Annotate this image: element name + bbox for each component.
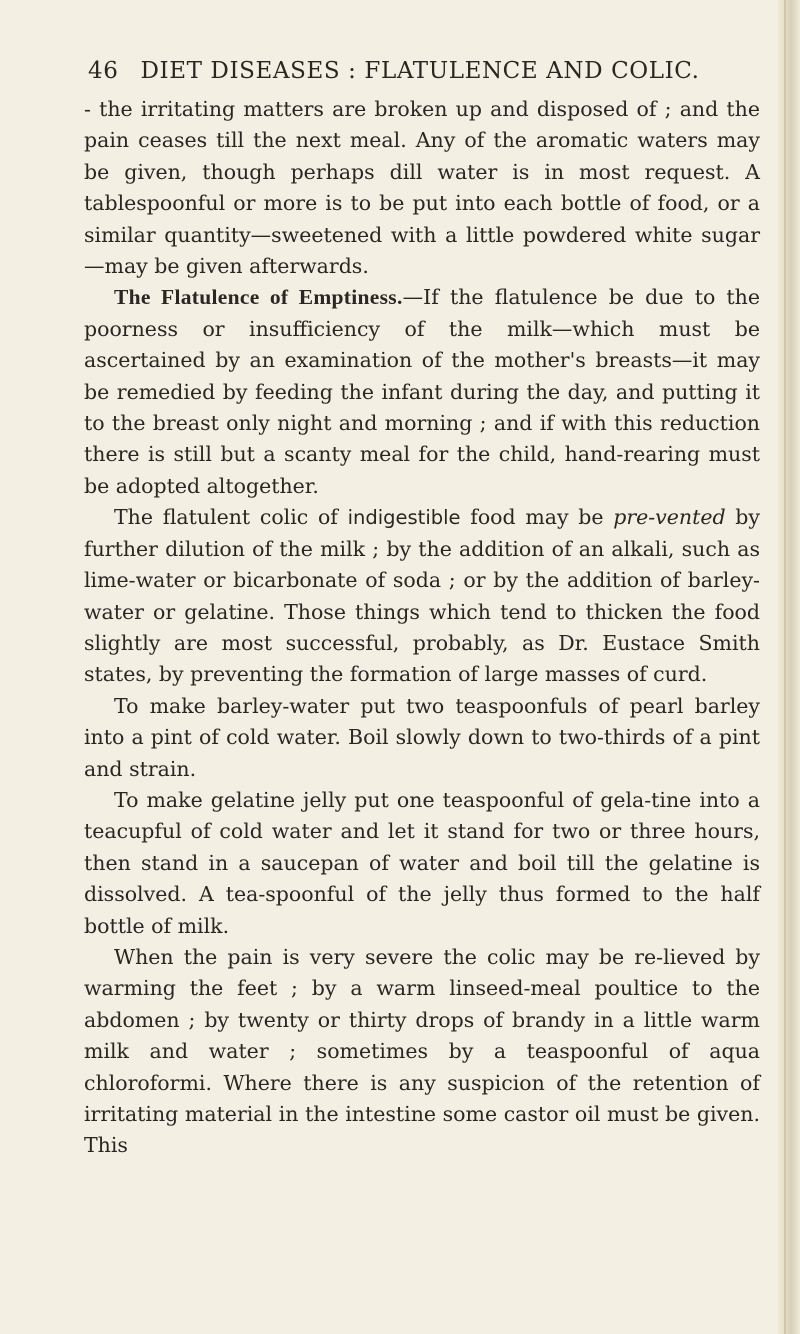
paragraph-3-mid: food may be bbox=[460, 505, 614, 530]
page-body bbox=[84, 94, 760, 1162]
running-title: DIET DISEASES : FLATULENCE AND COLIC. bbox=[140, 58, 700, 84]
paragraph-3-rest: by further dilution of the milk ; by the addition of an alkali, such as lime-water or bicarbonate of soda ; or by the addition of barley-water or gelatine. Those things which tend to thicken the food slightly are most successful, probably, as Dr. Eustace Smith states, by preventing the formation of large masses of curd. bbox=[84, 505, 760, 687]
paragraph-3-lead: The flatulent colic of bbox=[114, 505, 348, 530]
page-number: 46 bbox=[88, 58, 119, 84]
paragraph-3 bbox=[84, 502, 760, 690]
page-edge-line bbox=[784, 0, 786, 1334]
paragraph-1: - the irritating matters are broken up and disposed of ; and the pain ceases till the next meal. Any of the aromatic waters may be given, though perhaps dill water is in most request. A tablespoonful or more is to be put into each bottle of food, or a similar quantity—sweetened with a little powdered white sugar—may be given afterwards. bbox=[84, 97, 760, 279]
paragraph-6: When the pain is very severe the colic may be re-lieved by warming the feet ; by a warm linseed-meal poultice to the abdomen ; by twenty or thirty drops of brandy in a little warm milk and water ; sometimes by a teaspoonful of aqua chloroformi. Where there is any suspicion of the retention of irritating material in the intestine some castor oil must be given. This bbox=[84, 944, 760, 1158]
paragraph-5: To make gelatine jelly put one teaspoonful of gela-tine into a teacupful of cold water and let it stand for two or three hours, then stand in a saucepan of water and boil till the gelatine is dissolved. A tea-spoonful of the jelly thus formed to the half bottle of milk. bbox=[84, 787, 760, 938]
page-edge bbox=[778, 0, 800, 1334]
paragraph-2-text: —If the flatulence be due to the poorness or insufficiency of the milk—which must be ascertained by an examination of the mother's breasts—it may be remedied by feeding the infant during the day, and putting it to the breast only night and morning ; and if with this reduction there is still but a scanty meal for the child, hand-rearing must be adopted altogether. bbox=[84, 285, 760, 498]
section-heading: The Flatulence of Emptiness. bbox=[114, 285, 403, 310]
paragraph-3-italic: pre-vented bbox=[613, 505, 726, 530]
paragraph-2 bbox=[84, 282, 760, 502]
paragraph-4: To make barley-water put two teaspoonfuls of pearl barley into a pint of cold water. Boil slowly down to two-thirds of a pint and strain. bbox=[84, 693, 760, 781]
paragraph-3-emphasis: indigestible bbox=[347, 506, 461, 530]
running-header bbox=[88, 58, 768, 84]
